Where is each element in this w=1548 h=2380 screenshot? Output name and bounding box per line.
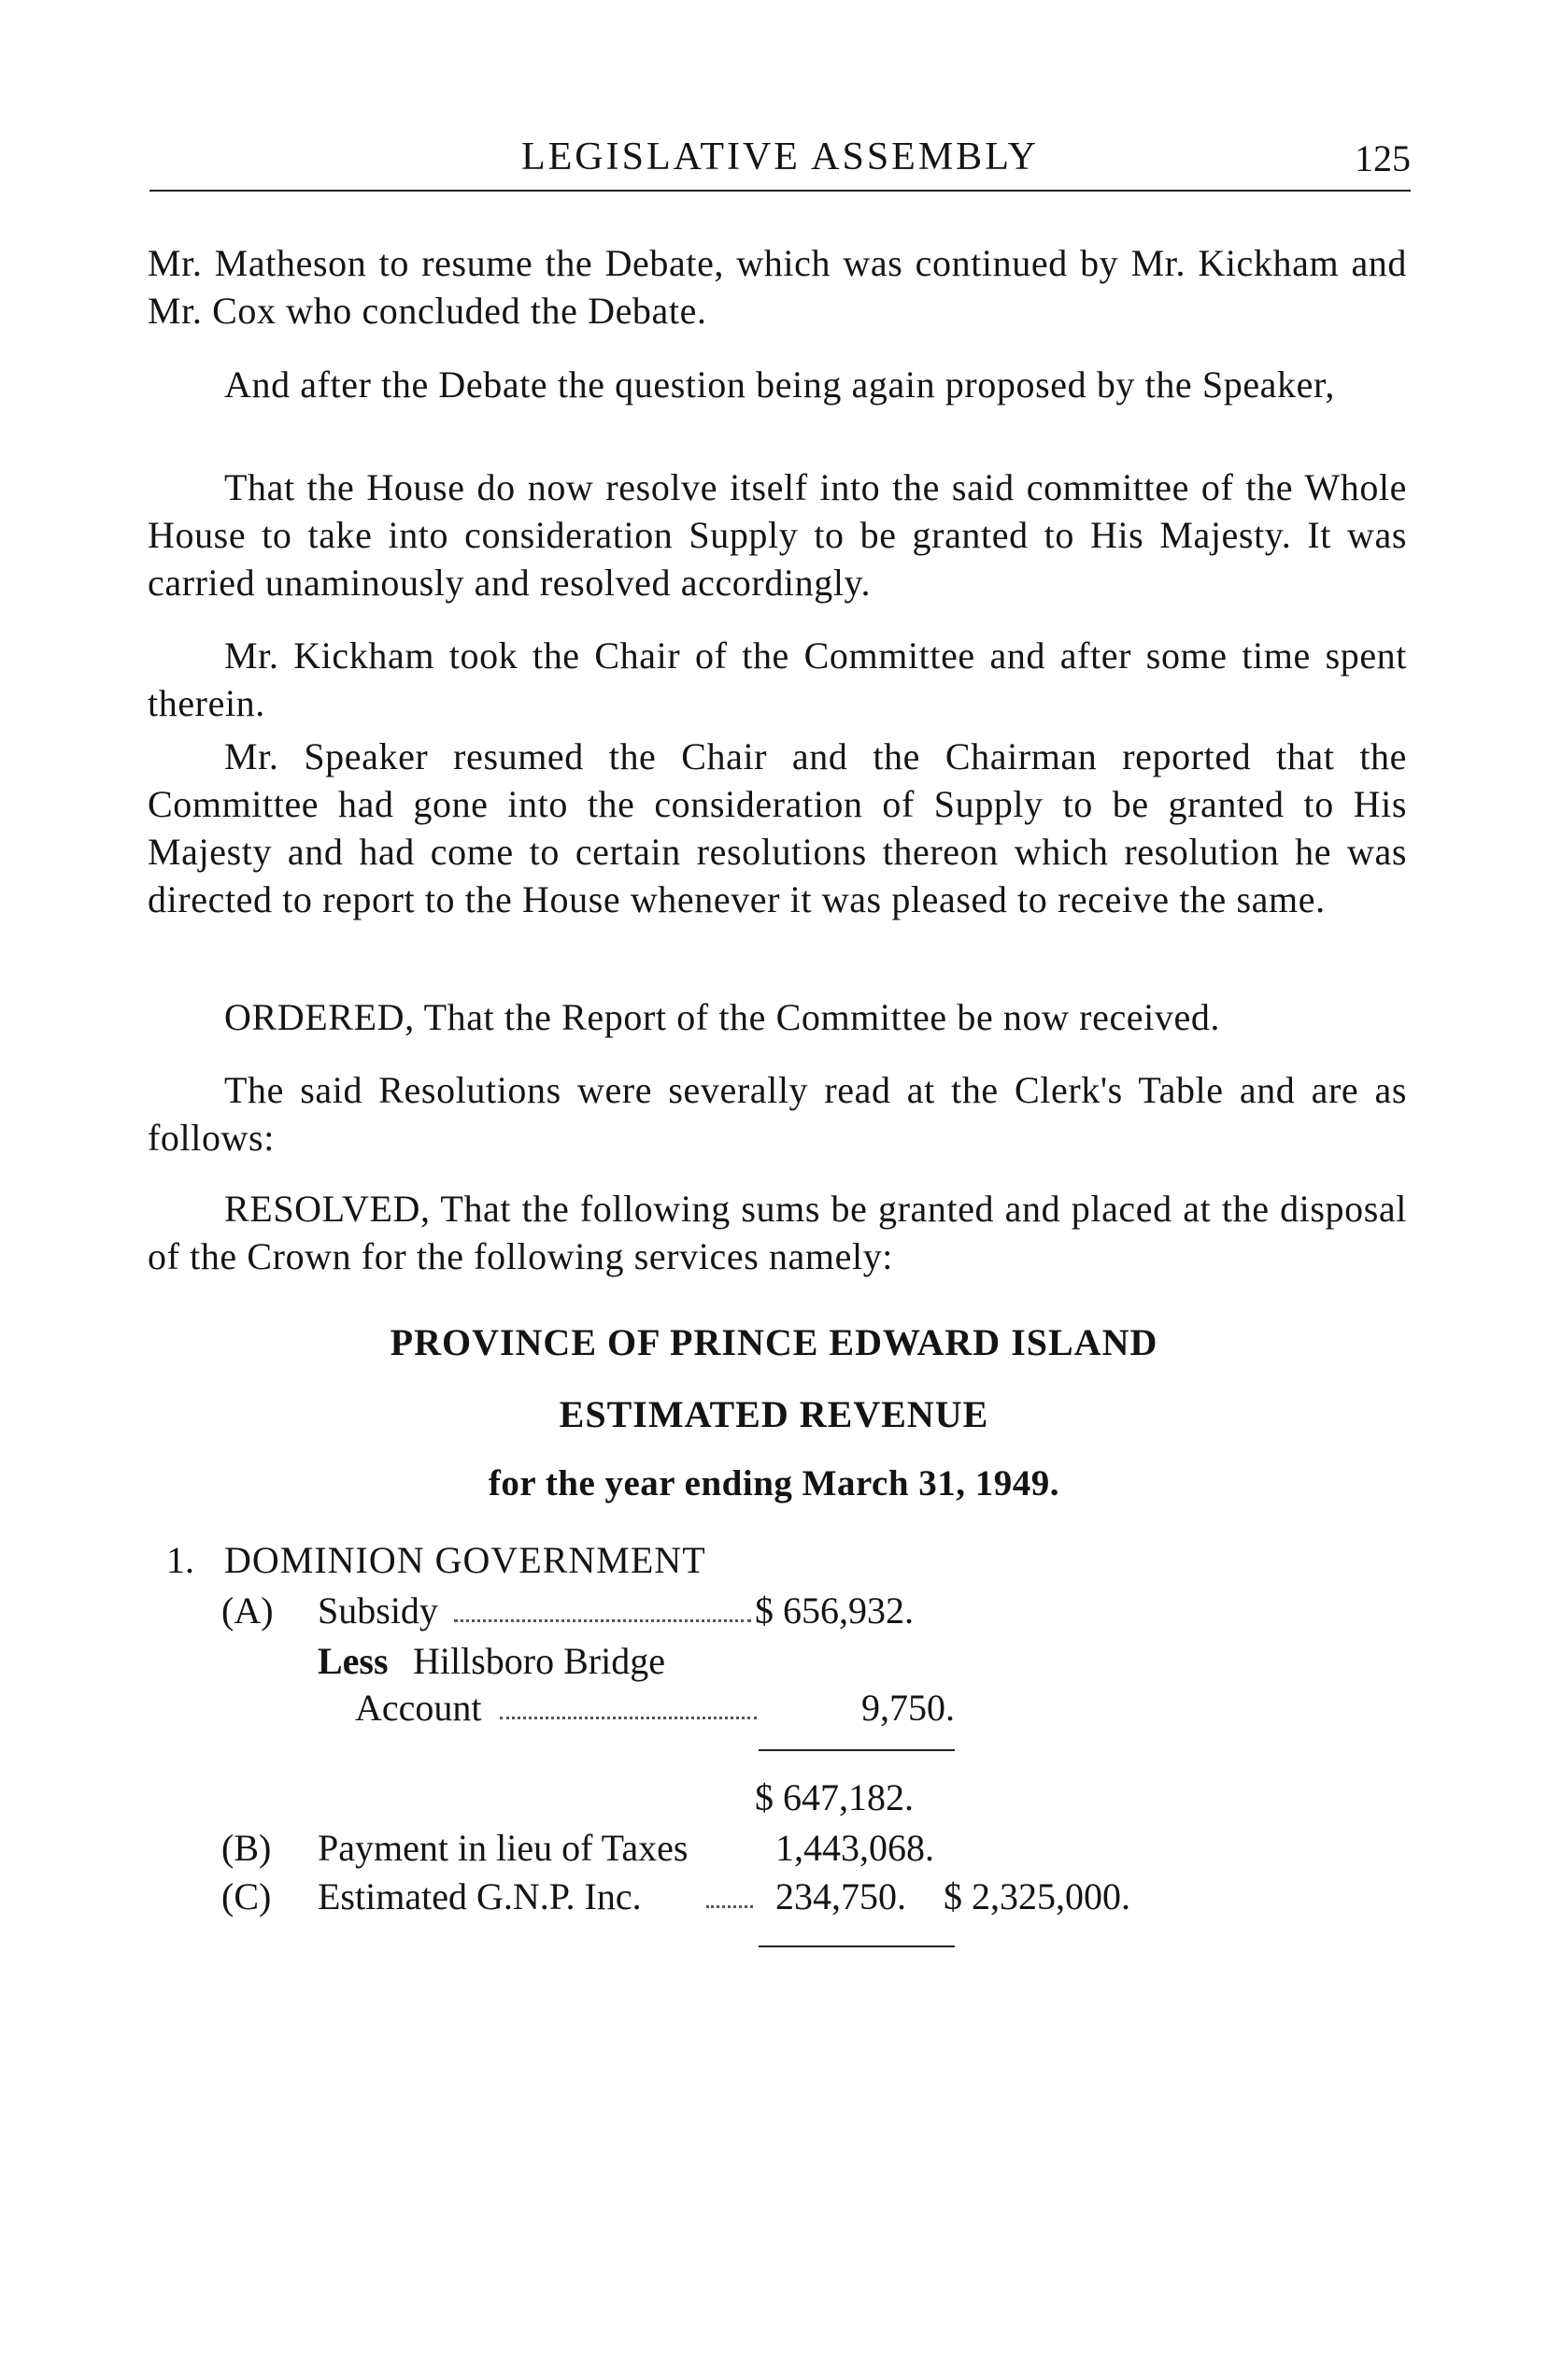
heading-province: PROVINCE OF PRINCE EDWARD ISLAND: [390, 1321, 1158, 1363]
section-title: DOMINION GOVERNMENT: [224, 1539, 706, 1581]
heading-estimated-revenue: ESTIMATED REVENUE: [559, 1393, 989, 1435]
item-c-total: $ 2,325,000.: [944, 1875, 1130, 1917]
page-header: [149, 129, 1411, 189]
item-a-letter: (A): [221, 1589, 274, 1632]
item-b-label: Payment in lieu of Taxes: [318, 1827, 689, 1869]
paragraph-debate-continued: Mr. Matheson to resume the Debate, which was continued by Mr. Kickham and Mr. Cox who concluded the Debate.: [148, 242, 1407, 332]
paragraph-resolved: RESOLVED, That the following sums be granted and placed at the disposal of the Crown for the following services namely:: [148, 1188, 1407, 1277]
paragraph-kickham-chair: Mr. Kickham took the Chair of the Committee and after some time spent therein.: [148, 634, 1407, 724]
paragraph-speaker-resumed: Mr. Speaker resumed the Chair and the Chairman reported that the Committee had gone into the consideration of Supply to be granted to His Majesty and had come to certain resolutions thereon which resolution he was directed to report to the House whenever it was pleased to receive the same.: [148, 735, 1407, 920]
heading-year-ending: for the year ending March 31, 1949.: [488, 1463, 1060, 1504]
page-number: 125: [1355, 137, 1411, 179]
paragraph-question-proposed: And after the Debate the question being again proposed by the Speaker,: [224, 363, 1335, 406]
item-a-label: Subsidy: [318, 1589, 438, 1632]
section-number: 1.: [166, 1539, 194, 1581]
item-a-leader: [454, 1619, 751, 1622]
paragraph-ordered: ORDERED, That the Report of the Committee be now received.: [224, 996, 1221, 1038]
paragraph-motion-resolve: That the House do now resolve itself into the said committee of the Whole House to take into consideration Supply to be granted to His Majesty. It was carried unaminously and resolved accordingly.: [148, 466, 1407, 604]
item-c-label: Estimated G.N.P. Inc.: [318, 1875, 642, 1917]
item-b-letter: (B): [221, 1827, 272, 1869]
account-amount: 9,750.: [861, 1687, 955, 1729]
subtotal-rule: [759, 1749, 955, 1751]
running-head: LEGISLATIVE ASSEMBLY: [521, 135, 1039, 178]
item-c-letter: (C): [221, 1875, 272, 1917]
less-description: Hillsboro Bridge: [413, 1640, 665, 1682]
final-rule: [759, 1945, 955, 1947]
item-b-amount: 1,443,068.: [775, 1827, 934, 1869]
item-a-amount: $ 656,932.: [755, 1589, 914, 1632]
paragraph-resolutions-read: The said Resolutions were severally read at the Clerk's Table and are as follows:: [148, 1069, 1407, 1159]
net-amount: $ 647,182.: [755, 1776, 914, 1818]
account-leader: [500, 1717, 757, 1719]
less-label: Less: [318, 1640, 389, 1682]
account-label: Account: [355, 1687, 482, 1729]
header-rule: [149, 190, 1411, 192]
item-c-leader: [706, 1905, 753, 1908]
item-c-amount: 234,750.: [775, 1875, 906, 1917]
